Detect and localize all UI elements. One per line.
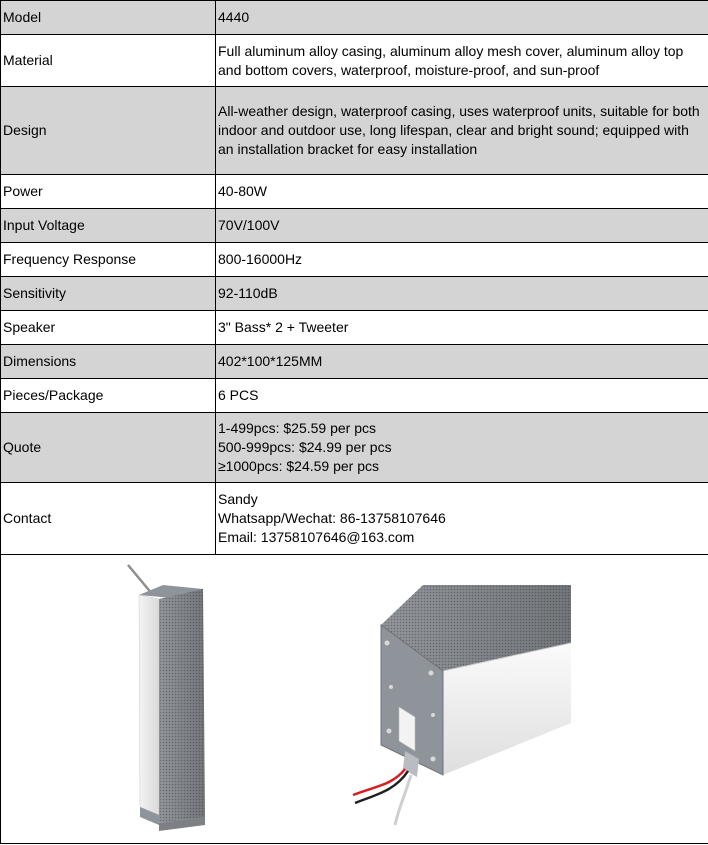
row-dimensions <box>1 345 708 379</box>
row-label: Contact <box>1 483 216 555</box>
row-label: Input Voltage <box>1 209 216 243</box>
column-speaker-closeup-icon <box>333 583 573 831</box>
row-value: 1-499pcs: $25.59 per pcs 500-999pcs: $24.99 per pcs ≥1000pcs: $24.59 per pcs <box>216 413 708 483</box>
row-value: 6 PCS <box>216 379 708 413</box>
row-input-voltage <box>1 209 708 243</box>
row-label: Material <box>1 35 216 87</box>
row-label: Quote <box>1 413 216 483</box>
row-photos <box>1 555 708 844</box>
row-value: 402*100*125MM <box>216 345 708 379</box>
row-label: Power <box>1 175 216 209</box>
row-value: 92-110dB <box>216 277 708 311</box>
row-value: Sandy Whatsapp/Wechat: 86-13758107646 Email: 13758107646@163.com <box>216 483 708 555</box>
row-label: Sensitivity <box>1 277 216 311</box>
row-label: Design <box>1 87 216 175</box>
product-photos-svg <box>3 555 707 843</box>
photo-cell <box>1 555 708 844</box>
row-value: 70V/100V <box>216 209 708 243</box>
row-value: 4440 <box>216 1 708 35</box>
row-label: Dimensions <box>1 345 216 379</box>
row-label: Speaker <box>1 311 216 345</box>
row-power <box>1 175 708 209</box>
row-model <box>1 1 708 35</box>
row-sensitivity <box>1 277 708 311</box>
row-label: Pieces/Package <box>1 379 216 413</box>
row-label: Model <box>1 1 216 35</box>
row-value: 800-16000Hz <box>216 243 708 277</box>
row-contact <box>1 483 708 555</box>
row-frequency-response <box>1 243 708 277</box>
row-quote <box>1 413 708 483</box>
row-material <box>1 35 708 87</box>
row-pieces-package <box>1 379 708 413</box>
row-speaker <box>1 311 708 345</box>
row-design <box>1 87 708 175</box>
row-value: 3" Bass* 2 + Tweeter <box>216 311 708 345</box>
row-value: All-weather design, waterproof casing, uses waterproof units, suitable for both indoor and outdoor use, long lifespan, clear and bright sound; equipped with an installation bracket for easy installation <box>216 87 708 175</box>
column-speaker-standing-icon <box>128 565 205 831</box>
product-photos <box>3 555 707 843</box>
row-value: Full aluminum alloy casing, aluminum alloy mesh cover, aluminum alloy top and bottom covers, waterproof, moisture-proof, and sun-proof <box>216 35 708 87</box>
row-value: 40-80W <box>216 175 708 209</box>
row-label: Frequency Response <box>1 243 216 277</box>
